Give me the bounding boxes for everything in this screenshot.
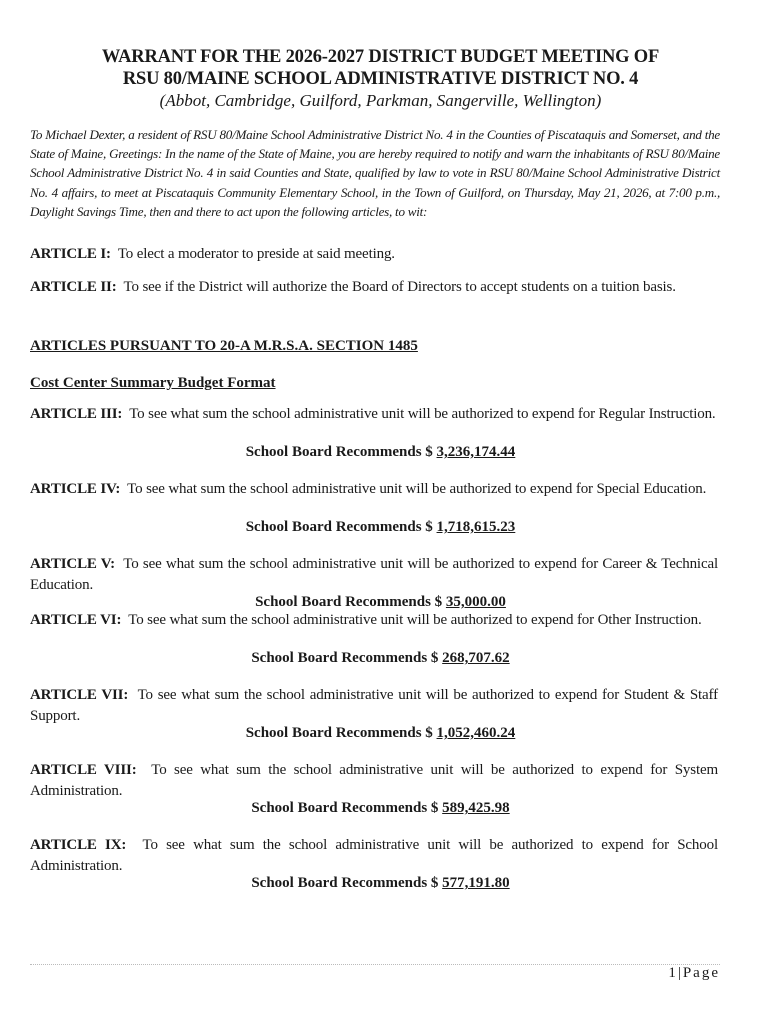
article-label: ARTICLE II:: [30, 279, 117, 295]
article-label: ARTICLE I:: [30, 246, 111, 262]
document-title-line-1: WARRANT FOR THE 2026-2027 DISTRICT BUDGET MEETING OF: [101, 47, 660, 67]
article-text: To see what sum the school administrative unit will be authorized to expend for System Administration.: [30, 762, 718, 799]
recommend-prefix: School Board Recommends $: [245, 444, 437, 460]
board-recommendation-3: [0, 443, 761, 461]
article-4: [30, 479, 718, 500]
article-text: To see what sum the school administrative unit will be authorized to expend for Career & Technical Education.: [30, 556, 718, 593]
article-3: [30, 404, 718, 425]
article-label: ARTICLE VIII:: [30, 762, 137, 778]
article-label: ARTICLE V:: [30, 556, 115, 572]
board-recommendation-9: [0, 874, 761, 892]
recommend-prefix: School Board Recommends $: [251, 650, 443, 666]
recommended-amount: 577,191.80: [442, 875, 510, 891]
article-label: ARTICLE IV:: [30, 481, 121, 497]
board-recommendation-8: [0, 799, 761, 817]
article-9: [30, 835, 718, 876]
article-text: To see what sum the school administrative unit will be authorized to expend for Special Education.: [127, 481, 707, 497]
article-label: ARTICLE VI:: [30, 612, 122, 628]
page-number-label: |Page: [677, 965, 720, 981]
recommend-prefix: School Board Recommends $: [251, 875, 443, 891]
article-1: [30, 244, 718, 265]
article-text: To see what sum the school administrative unit will be authorized to expend for School Administration.: [30, 837, 718, 874]
article-text: To see what sum the school administrative unit will be authorized to expend for Other Instruction.: [128, 612, 702, 628]
article-text: To see what sum the school administrative unit will be authorized to expend for Regular Instruction.: [129, 406, 716, 422]
article-7: [30, 685, 718, 726]
article-8: [30, 760, 718, 801]
document-title-line-2: RSU 80/MAINE SCHOOL ADMINISTRATIVE DISTRICT NO. 4: [122, 69, 639, 89]
article-label: ARTICLE IX:: [30, 837, 127, 853]
recommend-prefix: School Board Recommends $: [255, 594, 446, 610]
article-text: To see if the District will authorize the Board of Directors to accept students on a tuition basis.: [123, 279, 676, 295]
recommended-amount: 1,718,615.23: [436, 519, 516, 535]
section-heading: ARTICLES PURSUANT TO 20-A M.R.S.A. SECTION 1485: [30, 338, 418, 354]
article-label: ARTICLE VII:: [30, 687, 129, 703]
recommended-amount: 268,707.62: [442, 650, 510, 666]
page-number-value: 1: [668, 965, 678, 981]
board-recommendation-5: [0, 593, 761, 611]
warrant-intro-paragraph: To Michael Dexter, a resident of RSU 80/Maine School Administrative District No. 4 in the Counties of Piscataquis and Somerset, and the State of Maine, Greetings: In the name of the State of Maine, you are hereby required to notify and warn the inhabitants of RSU 80/Maine School Administrative District No. 4 in said Counties and State, qualified by law to vote in RSU 80/Maine School Administrative District No. 4 affairs, to meet at Piscataquis Community Elementary School, in the Town of Guilford, on Thursday, May 21, 2026, at 7:00 p.m., Daylight Savings Time, then and there to act upon the following articles, to wit:: [30, 127, 720, 219]
article-2: [30, 277, 718, 298]
article-5: [30, 554, 718, 595]
subsection-heading: Cost Center Summary Budget Format: [30, 375, 276, 391]
board-recommendation-6: [0, 649, 761, 667]
article-text: To see what sum the school administrative unit will be authorized to expend for Student & Staff Support.: [30, 687, 718, 724]
board-recommendation-7: [0, 724, 761, 742]
article-label: ARTICLE III:: [30, 406, 123, 422]
recommend-prefix: School Board Recommends $: [251, 800, 443, 816]
recommend-prefix: School Board Recommends $: [245, 725, 437, 741]
page-number: [600, 965, 720, 982]
recommended-amount: 1,052,460.24: [436, 725, 516, 741]
recommended-amount: 3,236,174.44: [436, 444, 516, 460]
recommend-prefix: School Board Recommends $: [245, 519, 437, 535]
recommended-amount: 589,425.98: [442, 800, 510, 816]
article-text: To elect a moderator to preside at said meeting.: [117, 246, 395, 262]
article-6: [30, 610, 718, 631]
recommended-amount: 35,000.00: [445, 594, 506, 610]
board-recommendation-4: [0, 518, 761, 536]
document-subtitle-towns: (Abbot, Cambridge, Guilford, Parkman, Sangerville, Wellington): [159, 91, 602, 110]
